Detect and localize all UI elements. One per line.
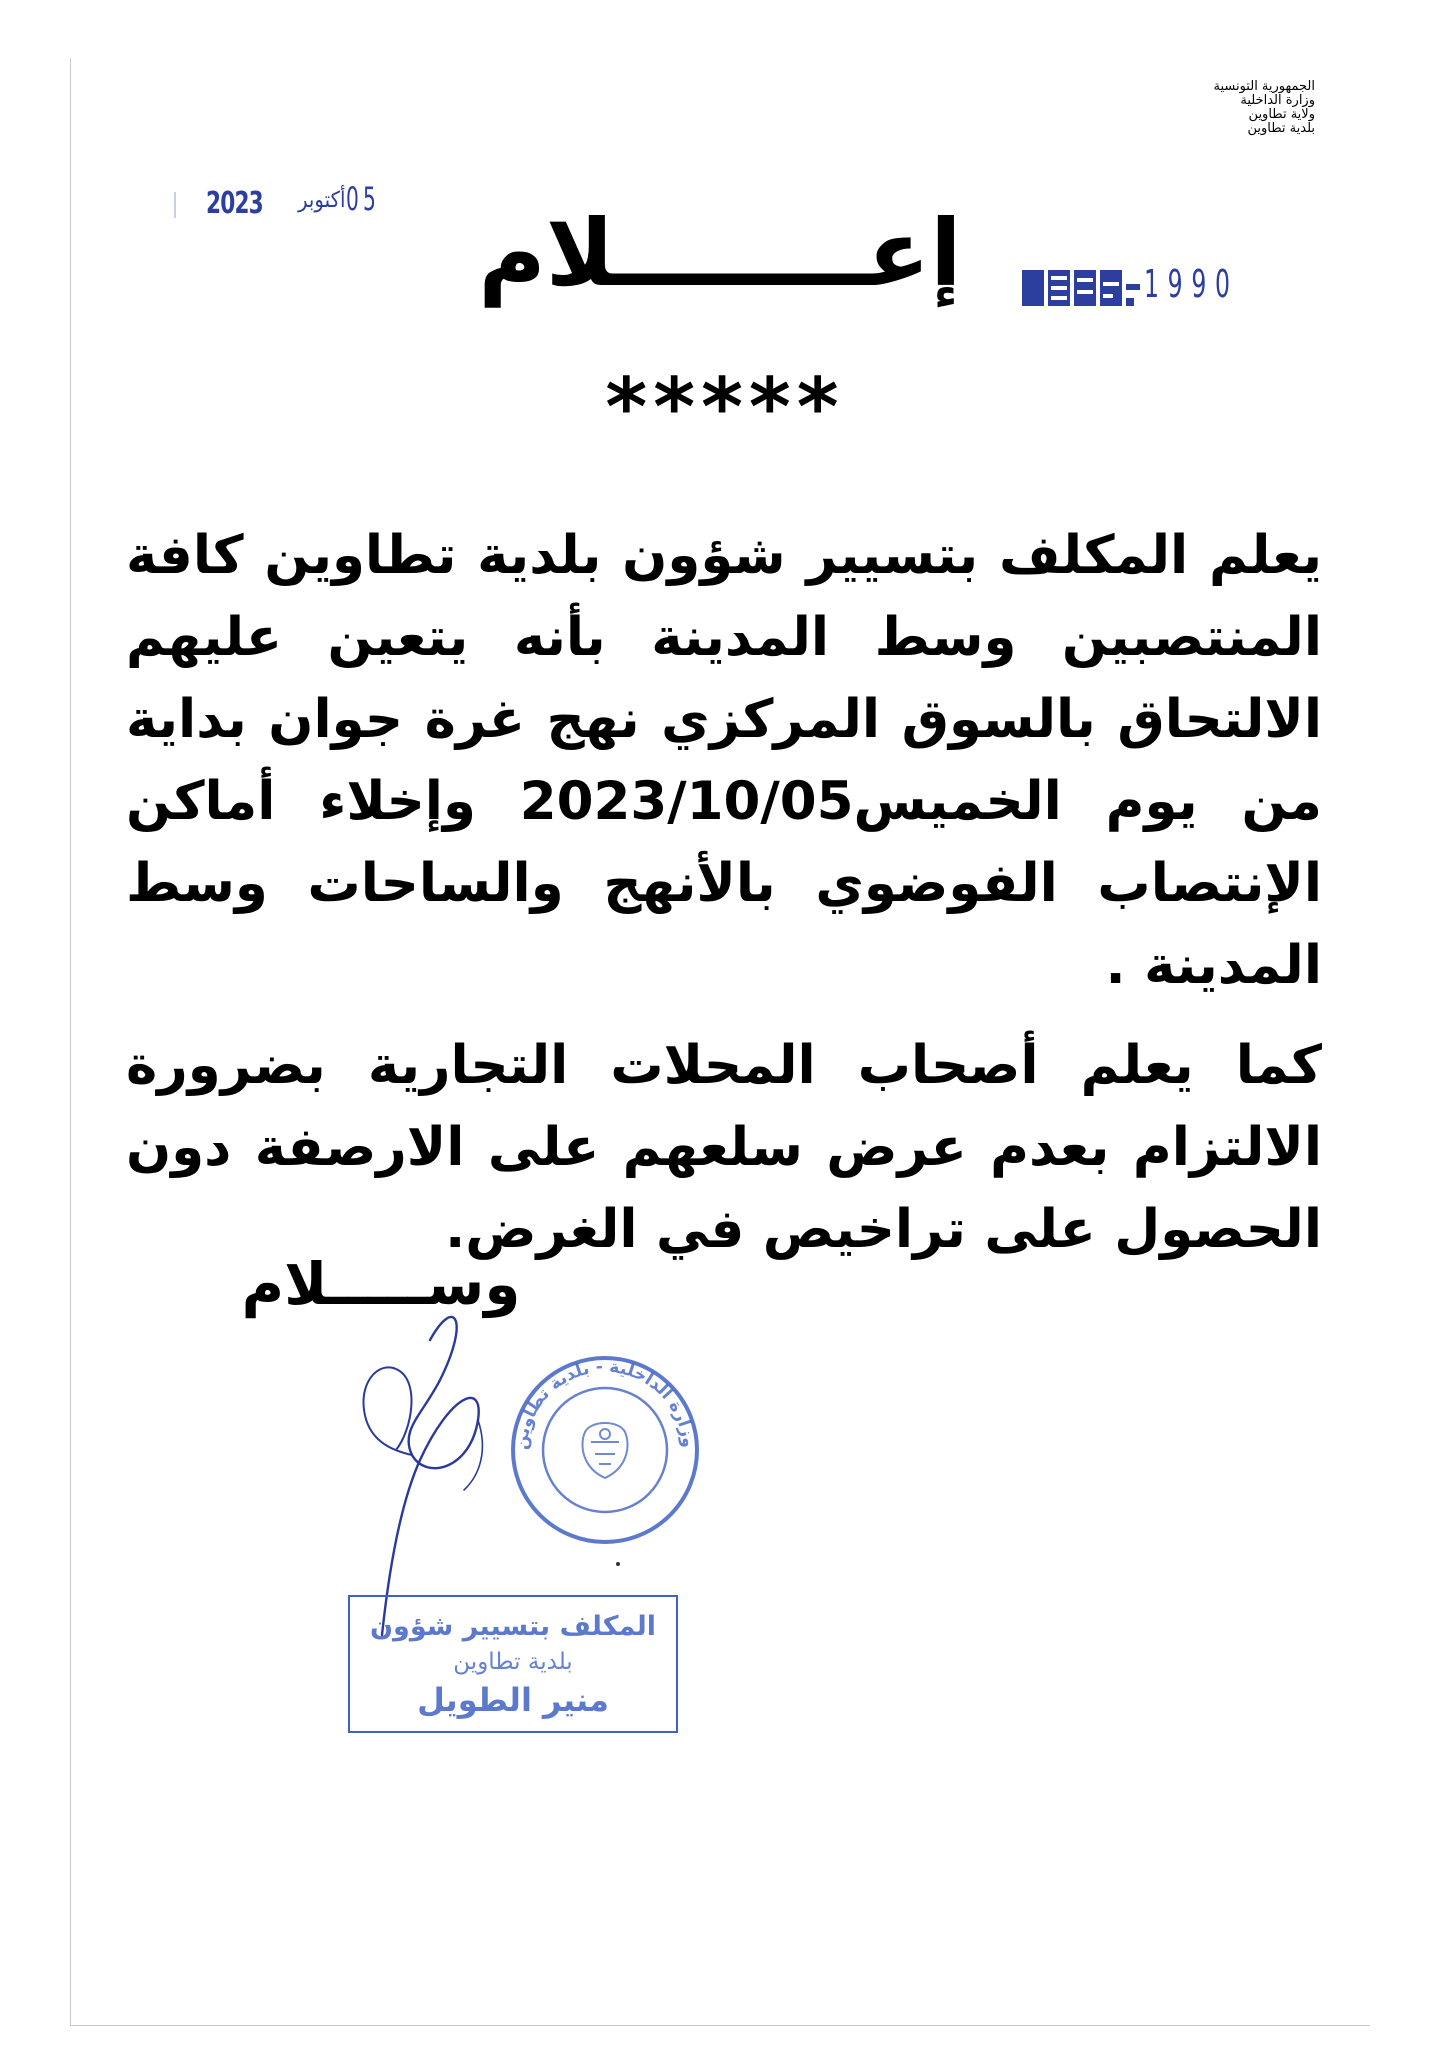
signatory-name: منير الطويل <box>417 1681 609 1719</box>
paragraph-relocation: يعلم المكلف بتسيير شؤون بلدية تطاوين كافة المنتصبين وسط المدينة بأنه يتعين عليهم الالتحاق بالسوق المركزي نهج غرة جوان بداية من يوم الخميس2023/10/05 وإخلاء أماكن الإنتصاب الفوضوي بالأنهج والساحات وسط المدينة . <box>126 525 1322 996</box>
reference-stamp-blocks <box>1020 270 1148 306</box>
date-stamp <box>200 180 400 224</box>
date-month: أكتوبر <box>298 188 346 213</box>
ink-dot <box>616 1562 620 1566</box>
official-seal <box>505 1350 705 1550</box>
title-separator: ***** <box>605 361 845 454</box>
letterhead-ministry: وزارة الداخلية <box>1240 93 1315 108</box>
handwritten-signature <box>360 1300 500 1640</box>
letterhead-governorate: ولاية تطاوين <box>1248 107 1315 122</box>
letterhead-municipality: بلدية تطاوين <box>1247 121 1315 136</box>
reference-number: 1990 <box>1144 262 1239 306</box>
seal-ring-text: وزارة الداخلية - بلدية تطاوين <box>511 1356 699 1451</box>
signatory-stamp <box>348 1595 678 1733</box>
announcement-body <box>126 515 1322 1271</box>
document-title: إعــــــــلام <box>478 200 962 307</box>
signatory-title: المكلف بتسيير شؤون <box>370 1611 656 1642</box>
letterhead <box>1095 80 1315 136</box>
stamp-mark <box>174 192 176 218</box>
letterhead-republic: الجمهورية التونسية <box>1213 79 1315 94</box>
date-day: 05 <box>346 180 381 218</box>
svg-text:وزارة الداخلية - بلدية تطاوين <box>512 1357 698 1451</box>
closing-greeting: وســـــلام <box>241 1250 521 1318</box>
date-year: 2023 <box>206 186 263 221</box>
signatory-municipality: بلدية تطاوين <box>453 1649 573 1675</box>
paragraph-shop-owners: كما يعلم أصحاب المحلات التجارية بضرورة الالتزام بعدم عرض سلعهم على الارصفة دون الحصول على تراخيص في الغرض. <box>126 1035 1322 1260</box>
